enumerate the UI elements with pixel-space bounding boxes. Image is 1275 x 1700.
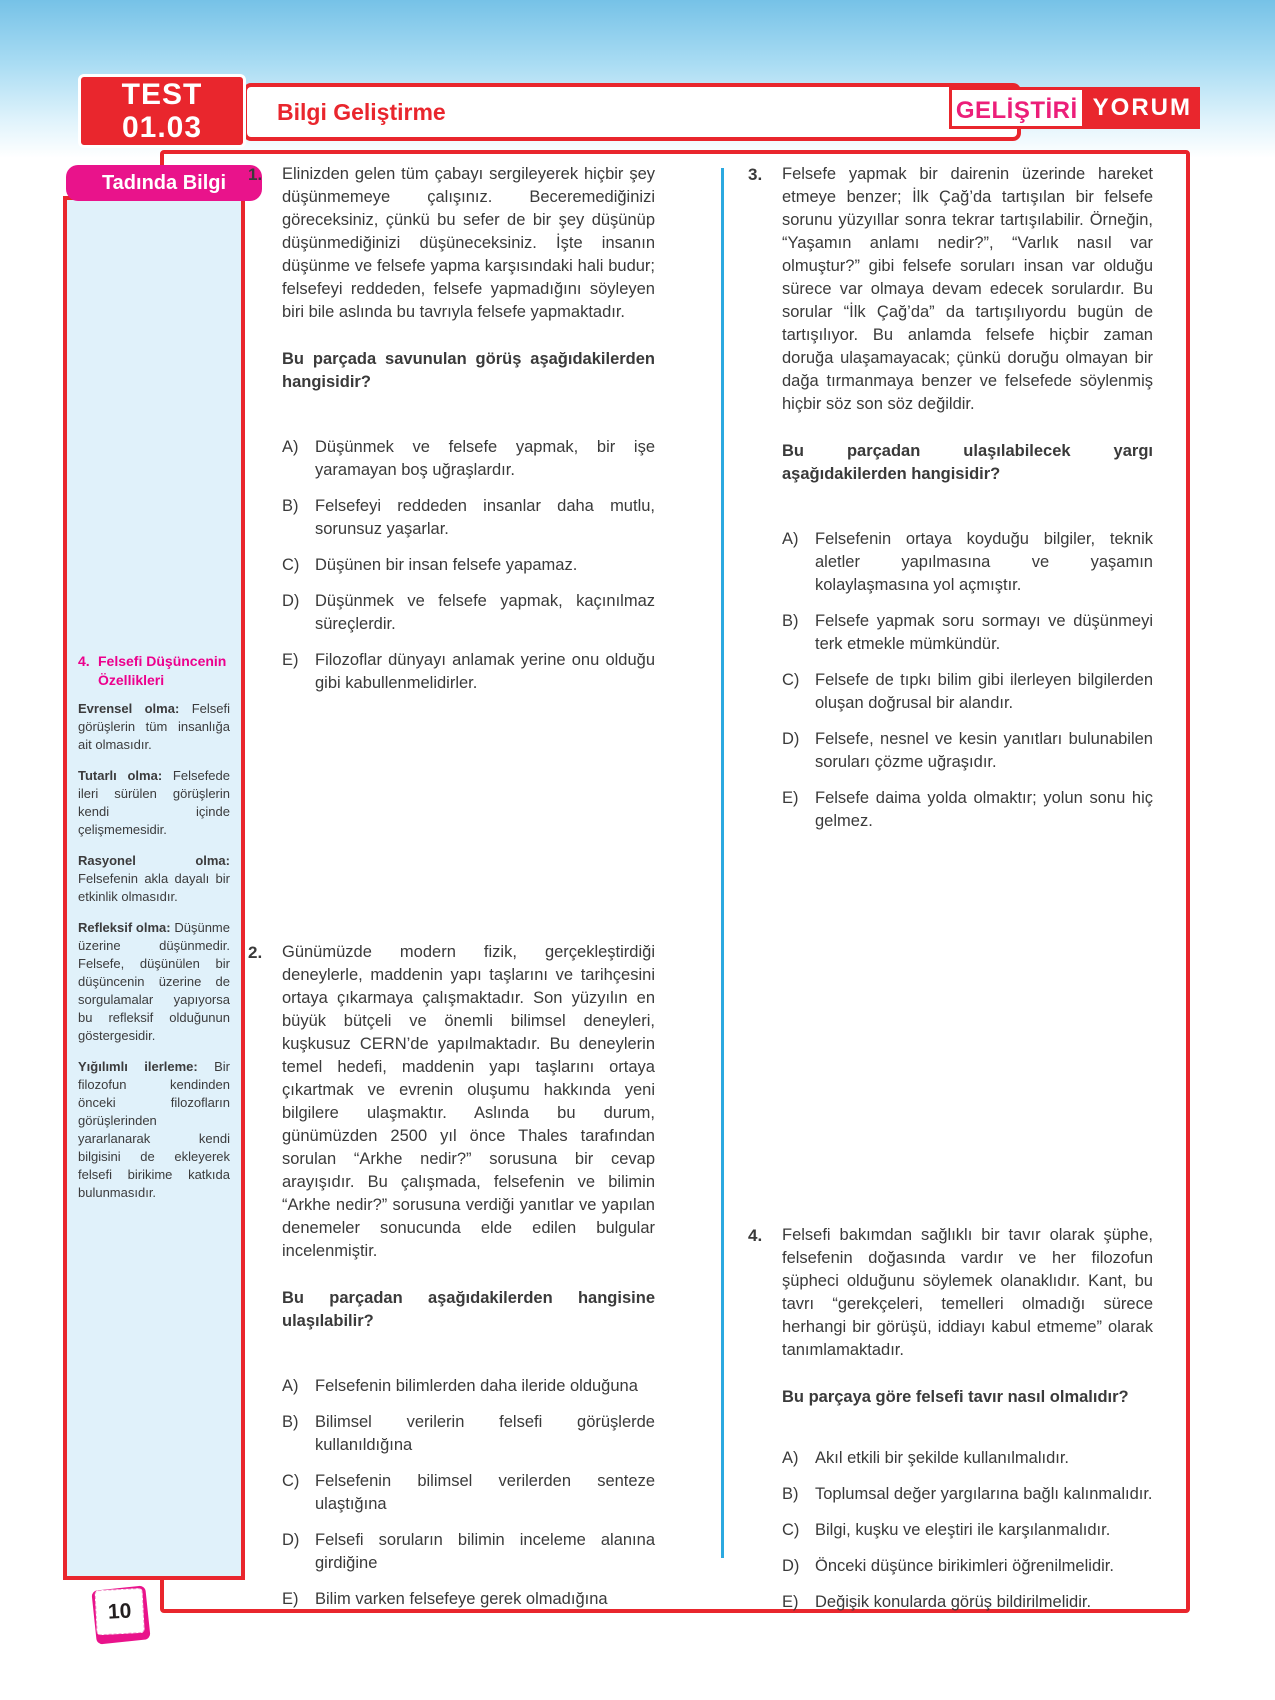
question-2 (248, 941, 655, 1624)
option-letter: A) (282, 1377, 299, 1395)
option-letter: C) (782, 671, 800, 689)
option-letter: D) (282, 1531, 300, 1549)
question-number: 3. (748, 165, 763, 184)
options-list (782, 1447, 1153, 1614)
publisher-logo (949, 87, 1200, 129)
option-c (282, 1470, 655, 1516)
question-number: 2. (248, 943, 263, 962)
option-text: Felsefenin bilimsel verilerden senteze ulaştığına (315, 1472, 655, 1513)
option-b (282, 1411, 655, 1457)
option-a (782, 1447, 1153, 1470)
test-label: TEST (121, 78, 203, 111)
option-c (782, 669, 1153, 715)
option-text: Felsefenin ortaya koyduğu bilgiler, teknik aletler yapılmasına ve yaşamın kolaylaşmasına yol açmıştır. (815, 530, 1153, 594)
option-letter: C) (282, 1472, 300, 1490)
option-letter: D) (282, 592, 300, 610)
question-stem: Bu parçadan ulaşılabilecek yargı aşağıdakilerden hangisidir? (782, 442, 1153, 483)
sidebar-item-text: Felsefede ileri sürülen görüşlerin kendi içinde çelişmemesidir. (78, 768, 230, 837)
option-letter: B) (282, 497, 299, 515)
option-text: Bilimsel verilerin felsefi görüşlerde kullanıldığına (315, 1413, 655, 1454)
question-stem: Bu parçaya göre felsefi tavır nasıl olmalıdır? (782, 1388, 1129, 1406)
option-letter: E) (282, 1590, 299, 1608)
option-letter: C) (782, 1521, 800, 1539)
sidebar-item-term: Tutarlı olma: (78, 768, 163, 783)
sidebar-heading (78, 652, 230, 690)
option-letter: D) (782, 730, 800, 748)
option-text: Bilim varken felsefeye gerek olmadığına (315, 1590, 608, 1608)
sidebar-item-text: Düşünme üzerine düşünmedir. Felsefe, düşünülen bir düşüncenin üzerine de sorgulamalar yapıyorsa bu refleksif olduğunun göstergesidir. (78, 920, 230, 1043)
sidebar-item (78, 767, 230, 839)
sidebar-item-text: Felsefenin akla dayalı bir etkinlik olmasıdır. (78, 871, 230, 904)
option-letter: C) (282, 556, 300, 574)
option-letter: E) (782, 789, 799, 807)
question-stem: Bu parçadan aşağıdakilerden hangisine ulaşılabilir? (282, 1289, 655, 1330)
option-letter: B) (782, 612, 799, 630)
option-text: Düşünmek ve felsefe yapmak, bir işe yaramayan boş uğraşlardır. (315, 438, 655, 479)
question-text: Felsefe yapmak bir dairenin üzerinde hareket etmeye benzer; İlk Çağ’da tartışılan bir felsefe sorunu yüzyıllar sonra tekrar tartışılabilir. Örneğin, “Yaşamın anlamı nedir?”, “Varlık nasıl var olmuştur?” gibi felsefe soruları insan var olduğu sürece var olmaya devam edecek sorulardır. Bu sorular “İlk Çağ’da” da tartışılıyordu bugün de tartışılıyor. Bu anlamda felsefe hiçbir zaman doruğa ulaşamayacak; çünkü doruğu olmayan bir dağa tırmanmaya benzer ve felsefede söylenmiş hiçbir söz son söz değildir. (782, 165, 1153, 413)
publisher-logo-part2: YORUM (1085, 87, 1200, 129)
sidebar-item (78, 1058, 230, 1202)
question-4 (748, 1224, 1153, 1627)
sidebar-badge: Tadında Bilgi (66, 165, 262, 201)
option-a (282, 436, 655, 482)
option-a (282, 1375, 655, 1398)
sidebar-item-term: Refleksif olma: (78, 920, 171, 935)
option-d (282, 590, 655, 636)
page-number: 10 (94, 1588, 144, 1635)
option-text: Önceki düşünce birikimleri öğrenilmelidir. (815, 1557, 1114, 1575)
option-a (782, 528, 1153, 597)
option-text: Felsefe, nesnel ve kesin yanıtları bulunabilen soruları çözme uğraşıdır. (815, 730, 1153, 771)
question-number: 4. (748, 1226, 763, 1245)
option-d (782, 728, 1153, 774)
sidebar-heading-number: 4. (78, 653, 90, 669)
sidebar-item (78, 700, 230, 754)
option-e (282, 1588, 655, 1611)
option-c (782, 1519, 1153, 1542)
question-3 (748, 163, 1153, 846)
options-list (282, 436, 655, 695)
sidebar-item-text: Bir filozofun kendinden önceki filozofların görüşlerinden yararlanarak kendi bilgisini de ekleyerek felsefi birikime katkıda bulunmasıdır. (78, 1059, 230, 1200)
option-letter: E) (282, 651, 299, 669)
option-letter: E) (782, 1593, 799, 1611)
option-text: Felsefi soruların bilimin inceleme alanına girdiğine (315, 1531, 655, 1572)
option-d (282, 1529, 655, 1575)
sidebar-heading-text: Felsefi Düşüncenin Özellikleri (98, 653, 227, 688)
option-b (782, 610, 1153, 656)
sidebar-item (78, 919, 230, 1045)
option-letter: B) (282, 1413, 299, 1431)
options-list (782, 528, 1153, 833)
sidebar-item (78, 852, 230, 906)
sidebar-item-term: Evrensel olma: (78, 701, 180, 716)
question-text: Felsefi bakımdan sağlıklı bir tavır olarak şüphe, felsefenin doğasında vardır ve her filozofun şüpheci olduğunu söylemek olanaklıdır. Kant, bu tavrı “gerekçeleri, temelleri olmadığı sürece herhangi bir görüşü, iddiayı kabul etmeme” olarak tanımlamaktadır. (782, 1226, 1153, 1359)
option-text: Düşünen bir insan felsefe yapamaz. (315, 556, 578, 574)
option-letter: B) (782, 1485, 799, 1503)
option-letter: D) (782, 1557, 800, 1575)
option-b (282, 495, 655, 541)
option-letter: A) (782, 1449, 799, 1467)
sidebar-item-text: Felsefi görüşlerin tüm insanlığa ait olmasıdır. (78, 701, 230, 752)
column-divider (721, 168, 724, 1558)
option-b (782, 1483, 1153, 1506)
option-text: Düşünmek ve felsefe yapmak, kaçınılmaz süreçlerdir. (315, 592, 655, 633)
option-text: Akıl etkili bir şekilde kullanılmalıdır. (815, 1449, 1070, 1467)
option-text: Felsefe de tıpkı bilim gibi ilerleyen bilgilerden oluşan doğrusal bir alandır. (815, 671, 1153, 712)
option-text: Değişik konularda görüş bildirilmelidir. (815, 1593, 1092, 1611)
test-number-box (78, 74, 246, 148)
page-number-badge (91, 1585, 150, 1644)
question-text: Günümüzde modern fizik, gerçekleştirdiği deneylerle, maddenin yapı taşlarını ve tarihçesini ortaya çıkarmaya çalışmaktadır. Son yüzyılın en büyük bütçeli ve önemli bilimsel deneyleri, kuşkusuz CERN’de yapılmaktadır. Bu deneylerin temel hedefi, maddenin yapı taşlarını ortaya çıkartmak ve evrenin oluşumu hakkında yeni bilgilere ulaşmaktır. Aslında bu durum, günümüzden 2500 yıl önce Thales tarafından sorulan “Arkhe nedir?” sorusuna bir cevap arayışıdır. Bu çalışmada, felsefenin ve bilimin “Arkhe nedir?” sorusuna verdiği yanıtlar ve yapılan denemeler sonucunda elde edilen bulgular incelenmiştir. (282, 943, 655, 1260)
sidebar-item-term: Yığılımlı ilerleme: (78, 1059, 198, 1074)
option-text: Toplumsal değer yargılarına bağlı kalınmalıdır. (815, 1485, 1153, 1503)
test-number: 01.03 (121, 111, 203, 144)
option-letter: A) (782, 530, 799, 548)
option-text: Felsefe yapmak soru sormayı ve düşünmeyi terk etmekle mümkündür. (815, 612, 1153, 653)
option-d (782, 1555, 1153, 1578)
publisher-logo-part1: GELİŞTİRİ (949, 87, 1085, 129)
page-title-bar (243, 83, 1021, 141)
option-e (782, 787, 1153, 833)
question-stem: Bu parçada savunulan görüş aşağıdakilerden hangisidir? (282, 350, 655, 391)
option-text: Filozoflar dünyayı anlamak yerine onu olduğu gibi kabullenmelidirler. (315, 651, 655, 692)
option-text: Felsefe daima yolda olmaktır; yolun sonu hiç gelmez. (815, 789, 1153, 830)
question-text: Elinizden gelen tüm çabayı sergileyerek hiçbir şey düşünmemeye çalışınız. Beceremediğinizi göreceksiniz, çünkü bu sefer de bir şey düşünüp düşünmediğinizi düşüneceksiniz. İşte insanın düşünme ve felsefe yapma karşısındaki hali budur; felsefeyi reddeden, felsefe yapmadığını söyleyen biri bile aslında bu tavrıyla felsefe yapmaktadır. (282, 165, 655, 321)
question-number: 1. (248, 165, 263, 184)
option-e (782, 1591, 1153, 1614)
options-list (282, 1375, 655, 1611)
option-text: Felsefeyi reddeden insanlar daha mutlu, sorunsuz yaşarlar. (315, 497, 655, 538)
option-c (282, 554, 655, 577)
question-1 (248, 163, 655, 708)
option-text: Bilgi, kuşku ve eleştiri ile karşılanmalıdır. (815, 1521, 1111, 1539)
option-letter: A) (282, 438, 299, 456)
page-title: Bilgi Geliştirme (277, 98, 446, 125)
option-text: Felsefenin bilimlerden daha ileride olduğuna (315, 1377, 638, 1395)
option-e (282, 649, 655, 695)
sidebar-item-term: Rasyonel olma: (78, 853, 230, 868)
info-sidebar (63, 196, 245, 1580)
